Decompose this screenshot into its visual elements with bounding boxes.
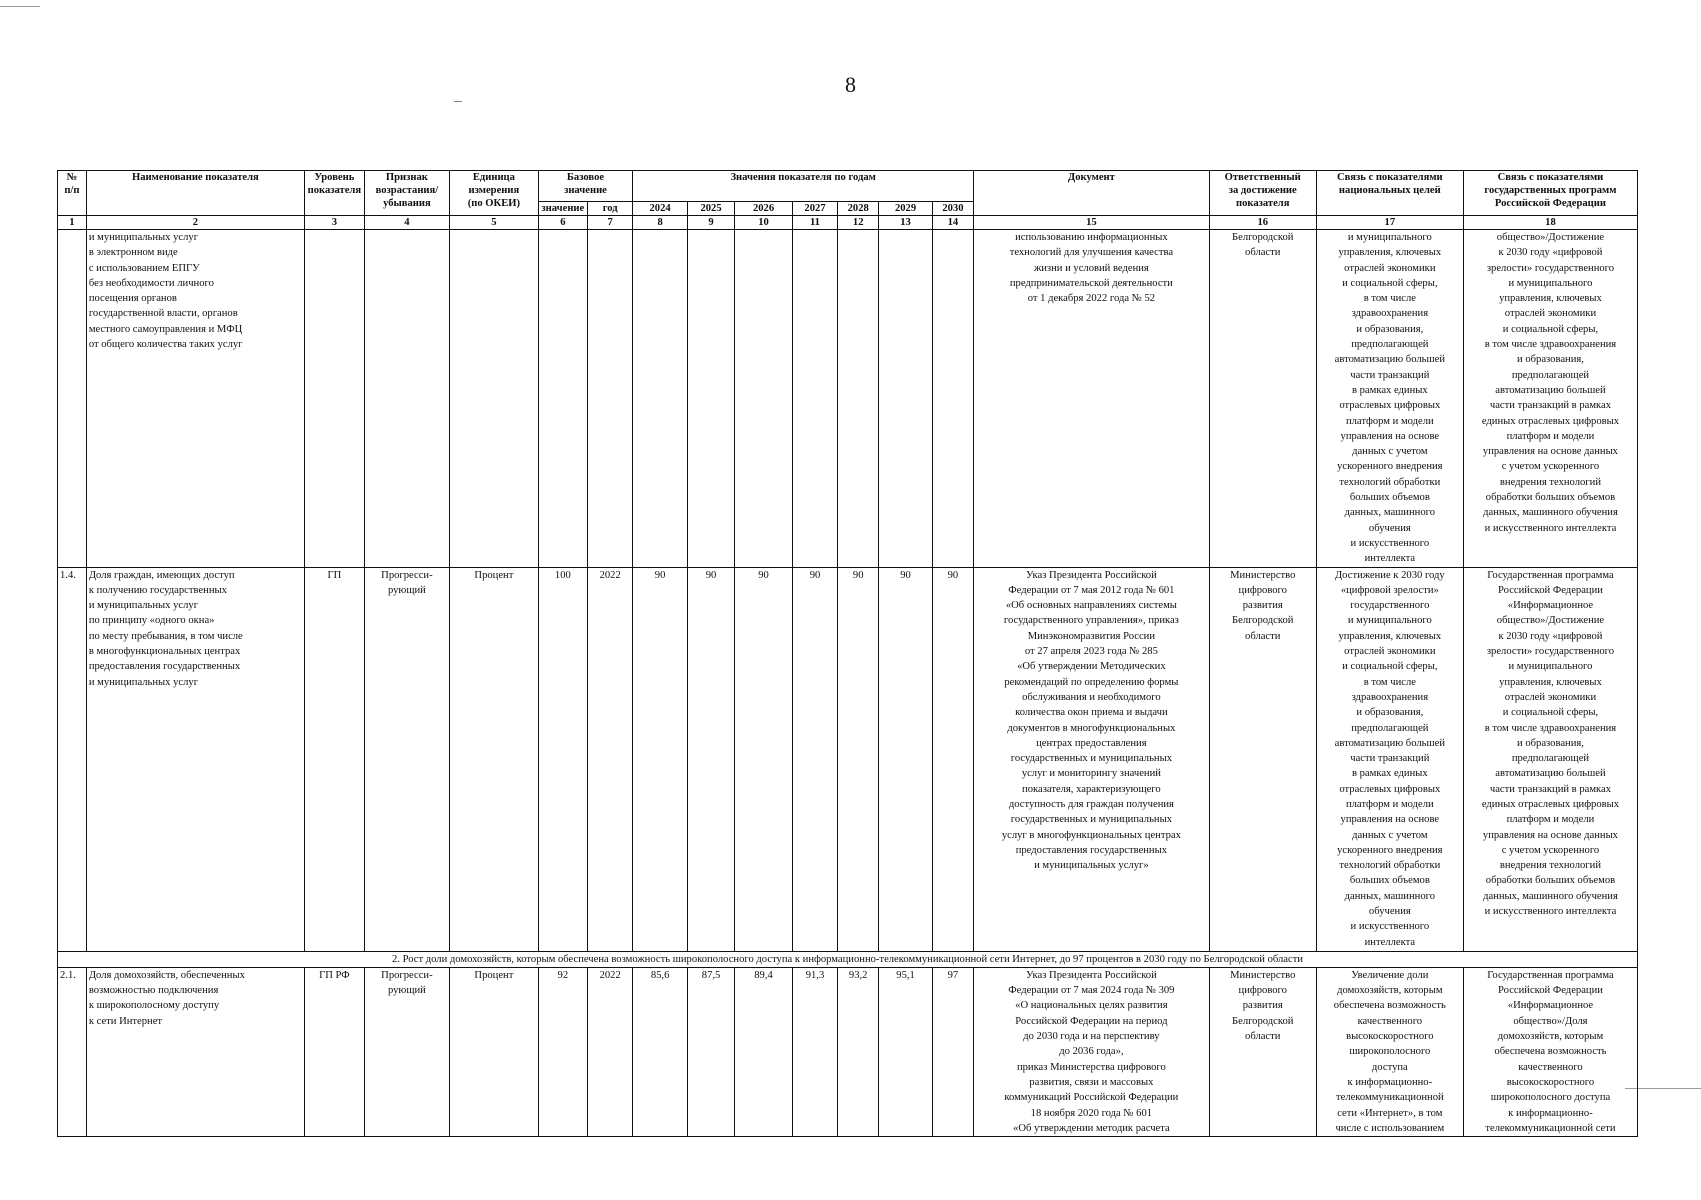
indicator-trend: Прогресси- рующий: [364, 567, 449, 951]
header-trend: Признак возрастания/ убывания: [364, 171, 449, 216]
column-number: 3: [305, 216, 365, 230]
column-number: 1: [58, 216, 87, 230]
header-year: 2026: [735, 202, 793, 216]
document: Указ Президента Российской Федерации от 7 мая 2024 года № 309 «О национальных целях развития Российской Федерации на период до 2030 года и на перспективу до 2036 года», приказ Министерства цифрового развития, связи и массовых коммуникаций Российской Федерации 18 ноября 2020 года № 601 «Об утверждении методик расчета: [974, 967, 1210, 1136]
year-value: [687, 230, 734, 568]
national-goals-link: Увеличение доли домохозяйств, которым обеспечена возможность качественного высокоскоростного широкополосного доступа к информационно- телекоммуникационной сети «Интернет», в том числе с использованием: [1316, 967, 1463, 1136]
column-number: 16: [1209, 216, 1316, 230]
table-row: [58, 567, 1638, 951]
header-level: Уровень показателя: [305, 171, 365, 216]
base-value: 92: [538, 967, 587, 1136]
year-value: [735, 230, 793, 568]
year-value: 90: [735, 567, 793, 951]
column-number: 14: [932, 216, 973, 230]
column-number: 8: [633, 216, 688, 230]
indicator-unit: Процент: [450, 567, 539, 951]
indicator-level: [305, 230, 365, 568]
year-value: 90: [838, 567, 879, 951]
responsible: Белгородской области: [1209, 230, 1316, 568]
year-value: [932, 230, 973, 568]
header-year: 2028: [838, 202, 879, 216]
column-number: 9: [687, 216, 734, 230]
scan-mark: [454, 101, 462, 102]
year-value: 97: [932, 967, 973, 1136]
year-value: 85,6: [633, 967, 688, 1136]
indicator-name: и муниципальных услуг в электронном виде с использованием ЕПГУ без необходимости личного посещения органов государственной власти, органов местного самоуправления и МФЦ от общего количества таких услуг: [86, 230, 304, 568]
base-year: 2022: [588, 567, 633, 951]
responsible: Министерство цифрового развития Белгородской области: [1209, 567, 1316, 951]
page-number: 8: [845, 72, 856, 97]
year-value: [633, 230, 688, 568]
header-num: № п/п: [58, 171, 87, 216]
column-number: 2: [86, 216, 304, 230]
header-responsible: Ответственный за достижение показателя: [1209, 171, 1316, 216]
column-number: 6: [538, 216, 587, 230]
indicator-trend: [364, 230, 449, 568]
header-year: 2030: [932, 202, 973, 216]
year-value: [792, 230, 837, 568]
column-number: 4: [364, 216, 449, 230]
base-value: [538, 230, 587, 568]
header-name: Наименование показателя: [86, 171, 304, 216]
column-number: 15: [974, 216, 1210, 230]
year-value: 95,1: [879, 967, 933, 1136]
state-programs-link: общество»/Достижение к 2030 году «цифровой зрелости» государственного и муниципального управления, ключевых отраслей экономики и социальной сферы, в том числе здравоохранения и образования, предполагающей автоматизацию большей части транзакций в рамках единых отраслевых цифровых платформ и модели управления на основе данных с учетом ускоренного внедрения технологий обработки больших объемов данных, машинного обучения и искусственного интеллекта: [1463, 230, 1637, 568]
responsible: Министерство цифрового развития Белгородской области: [1209, 967, 1316, 1136]
indicator-trend: Прогресси- рующий: [364, 967, 449, 1136]
indicator-level: ГП РФ: [305, 967, 365, 1136]
year-value: [838, 230, 879, 568]
base-year: 2022: [588, 967, 633, 1136]
base-value: 100: [538, 567, 587, 951]
scan-edge-top: [0, 6, 40, 7]
column-number: 11: [792, 216, 837, 230]
state-programs-link: Государственная программа Российской Федерации «Информационное общество»/Достижение к 2030 году «цифровой зрелости» государственного и муниципального управления, ключевых отраслей экономики и социальной сферы, в том числе здравоохранения и образования, предполагающей автоматизацию большей части транзакций в рамках единых отраслевых цифровых платформ и модели управления на основе данных с учетом ускоренного внедрения технологий обработки больших объемов данных, машинного обучения и искусственного интеллекта: [1463, 567, 1637, 951]
year-value: 91,3: [792, 967, 837, 1136]
year-value: 90: [879, 567, 933, 951]
header-base-value: значение: [538, 202, 587, 216]
header-national-goals: Связь с показателями национальных целей: [1316, 171, 1463, 216]
column-number: 7: [588, 216, 633, 230]
section-title: 2. Рост доли домохозяйств, которым обеспечена возможность широкополосного доступа к информационно-телекоммуникационной сети Интернет, до 97 процентов в 2030 году по Белгородской области: [58, 951, 1638, 967]
table-row: [58, 230, 1638, 568]
section-header-row: [58, 951, 1638, 967]
document: Указ Президента Российской Федерации от 7 мая 2012 года № 601 «Об основных направлениях системы государственного управления», приказ Минэкономразвития России от 27 апреля 2023 года № 285 «Об утверждении Методических рекомендаций по определению формы обслуживания и необходимого количества окон приема и выдачи документов в многофункциональных центрах предоставления государственных и муниципальных услуг и мониторингу значений показателя, характеризующего доступность для граждан получения государственных и муниципальных услуг в многофункциональных центрах предоставления государственных и муниципальных услуг»: [974, 567, 1210, 951]
column-numbers-row: [58, 216, 1638, 230]
header-year: 2029: [879, 202, 933, 216]
column-number: 10: [735, 216, 793, 230]
table-row: [58, 967, 1638, 1136]
indicators-table: [57, 170, 1638, 1137]
header-values-by-year: Значения показателя по годам: [633, 171, 974, 202]
year-value: 89,4: [735, 967, 793, 1136]
column-number: 5: [450, 216, 539, 230]
column-number: 17: [1316, 216, 1463, 230]
state-programs-link: Государственная программа Российской Федерации «Информационное общество»/Доля домохозяйств, которым обеспечена возможность качественного высокоскоростного широкополосного доступа к информационно- телекоммуникационной сети: [1463, 967, 1637, 1136]
year-value: 90: [932, 567, 973, 951]
row-num: [58, 230, 87, 568]
indicator-level: ГП: [305, 567, 365, 951]
year-value: [879, 230, 933, 568]
national-goals-link: и муниципального управления, ключевых отраслей экономики и социальной сферы, в том числе здравоохранения и образования, предполагающей автоматизацию большей части транзакций в рамках единых отраслевых цифровых платформ и модели управления на основе данных с учетом ускоренного внедрения технологий обработки больших объемов данных, машинного обучения и искусственного интеллекта: [1316, 230, 1463, 568]
national-goals-link: Достижение к 2030 году «цифровой зрелости» государственного и муниципального управления, ключевых отраслей экономики и социальной сферы, в том числе здравоохранения и образования, предполагающей автоматизацию большей части транзакций в рамках единых отраслевых цифровых платформ и модели управления на основе данных с учетом ускоренного внедрения технологий обработки больших объемов данных, машинного обучения и искусственного интеллекта: [1316, 567, 1463, 951]
column-number: 13: [879, 216, 933, 230]
header-document: Документ: [974, 171, 1210, 216]
year-value: 90: [633, 567, 688, 951]
indicator-name: Доля граждан, имеющих доступ к получению государственных и муниципальных услуг по принципу «одного окна» по месту пребывания, в том числе в многофункциональных центрах предоставления государственных и муниципальных услуг: [86, 567, 304, 951]
header-base: Базовое значение: [538, 171, 633, 202]
indicator-name: Доля домохозяйств, обеспеченных возможностью подключения к широкополосному доступу к сети Интернет: [86, 967, 304, 1136]
header-year: 2025: [687, 202, 734, 216]
header-state-programs: Связь с показателями государственных программ Российской Федерации: [1463, 171, 1637, 216]
year-value: 87,5: [687, 967, 734, 1136]
base-year: [588, 230, 633, 568]
document: использованию информационных технологий для улучшения качества жизни и условий ведения предпринимательской деятельности от 1 декабря 2022 года № 52: [974, 230, 1210, 568]
year-value: 93,2: [838, 967, 879, 1136]
column-number: 12: [838, 216, 879, 230]
header-unit: Единица измерения (по ОКЕИ): [450, 171, 539, 216]
year-value: 90: [792, 567, 837, 951]
header-base-year: год: [588, 202, 633, 216]
column-number: 18: [1463, 216, 1637, 230]
indicator-unit: Процент: [450, 967, 539, 1136]
header-year: 2024: [633, 202, 688, 216]
indicator-unit: [450, 230, 539, 568]
row-num: 1.4.: [58, 567, 87, 951]
row-num: 2.1.: [58, 967, 87, 1136]
header-year: 2027: [792, 202, 837, 216]
year-value: 90: [687, 567, 734, 951]
